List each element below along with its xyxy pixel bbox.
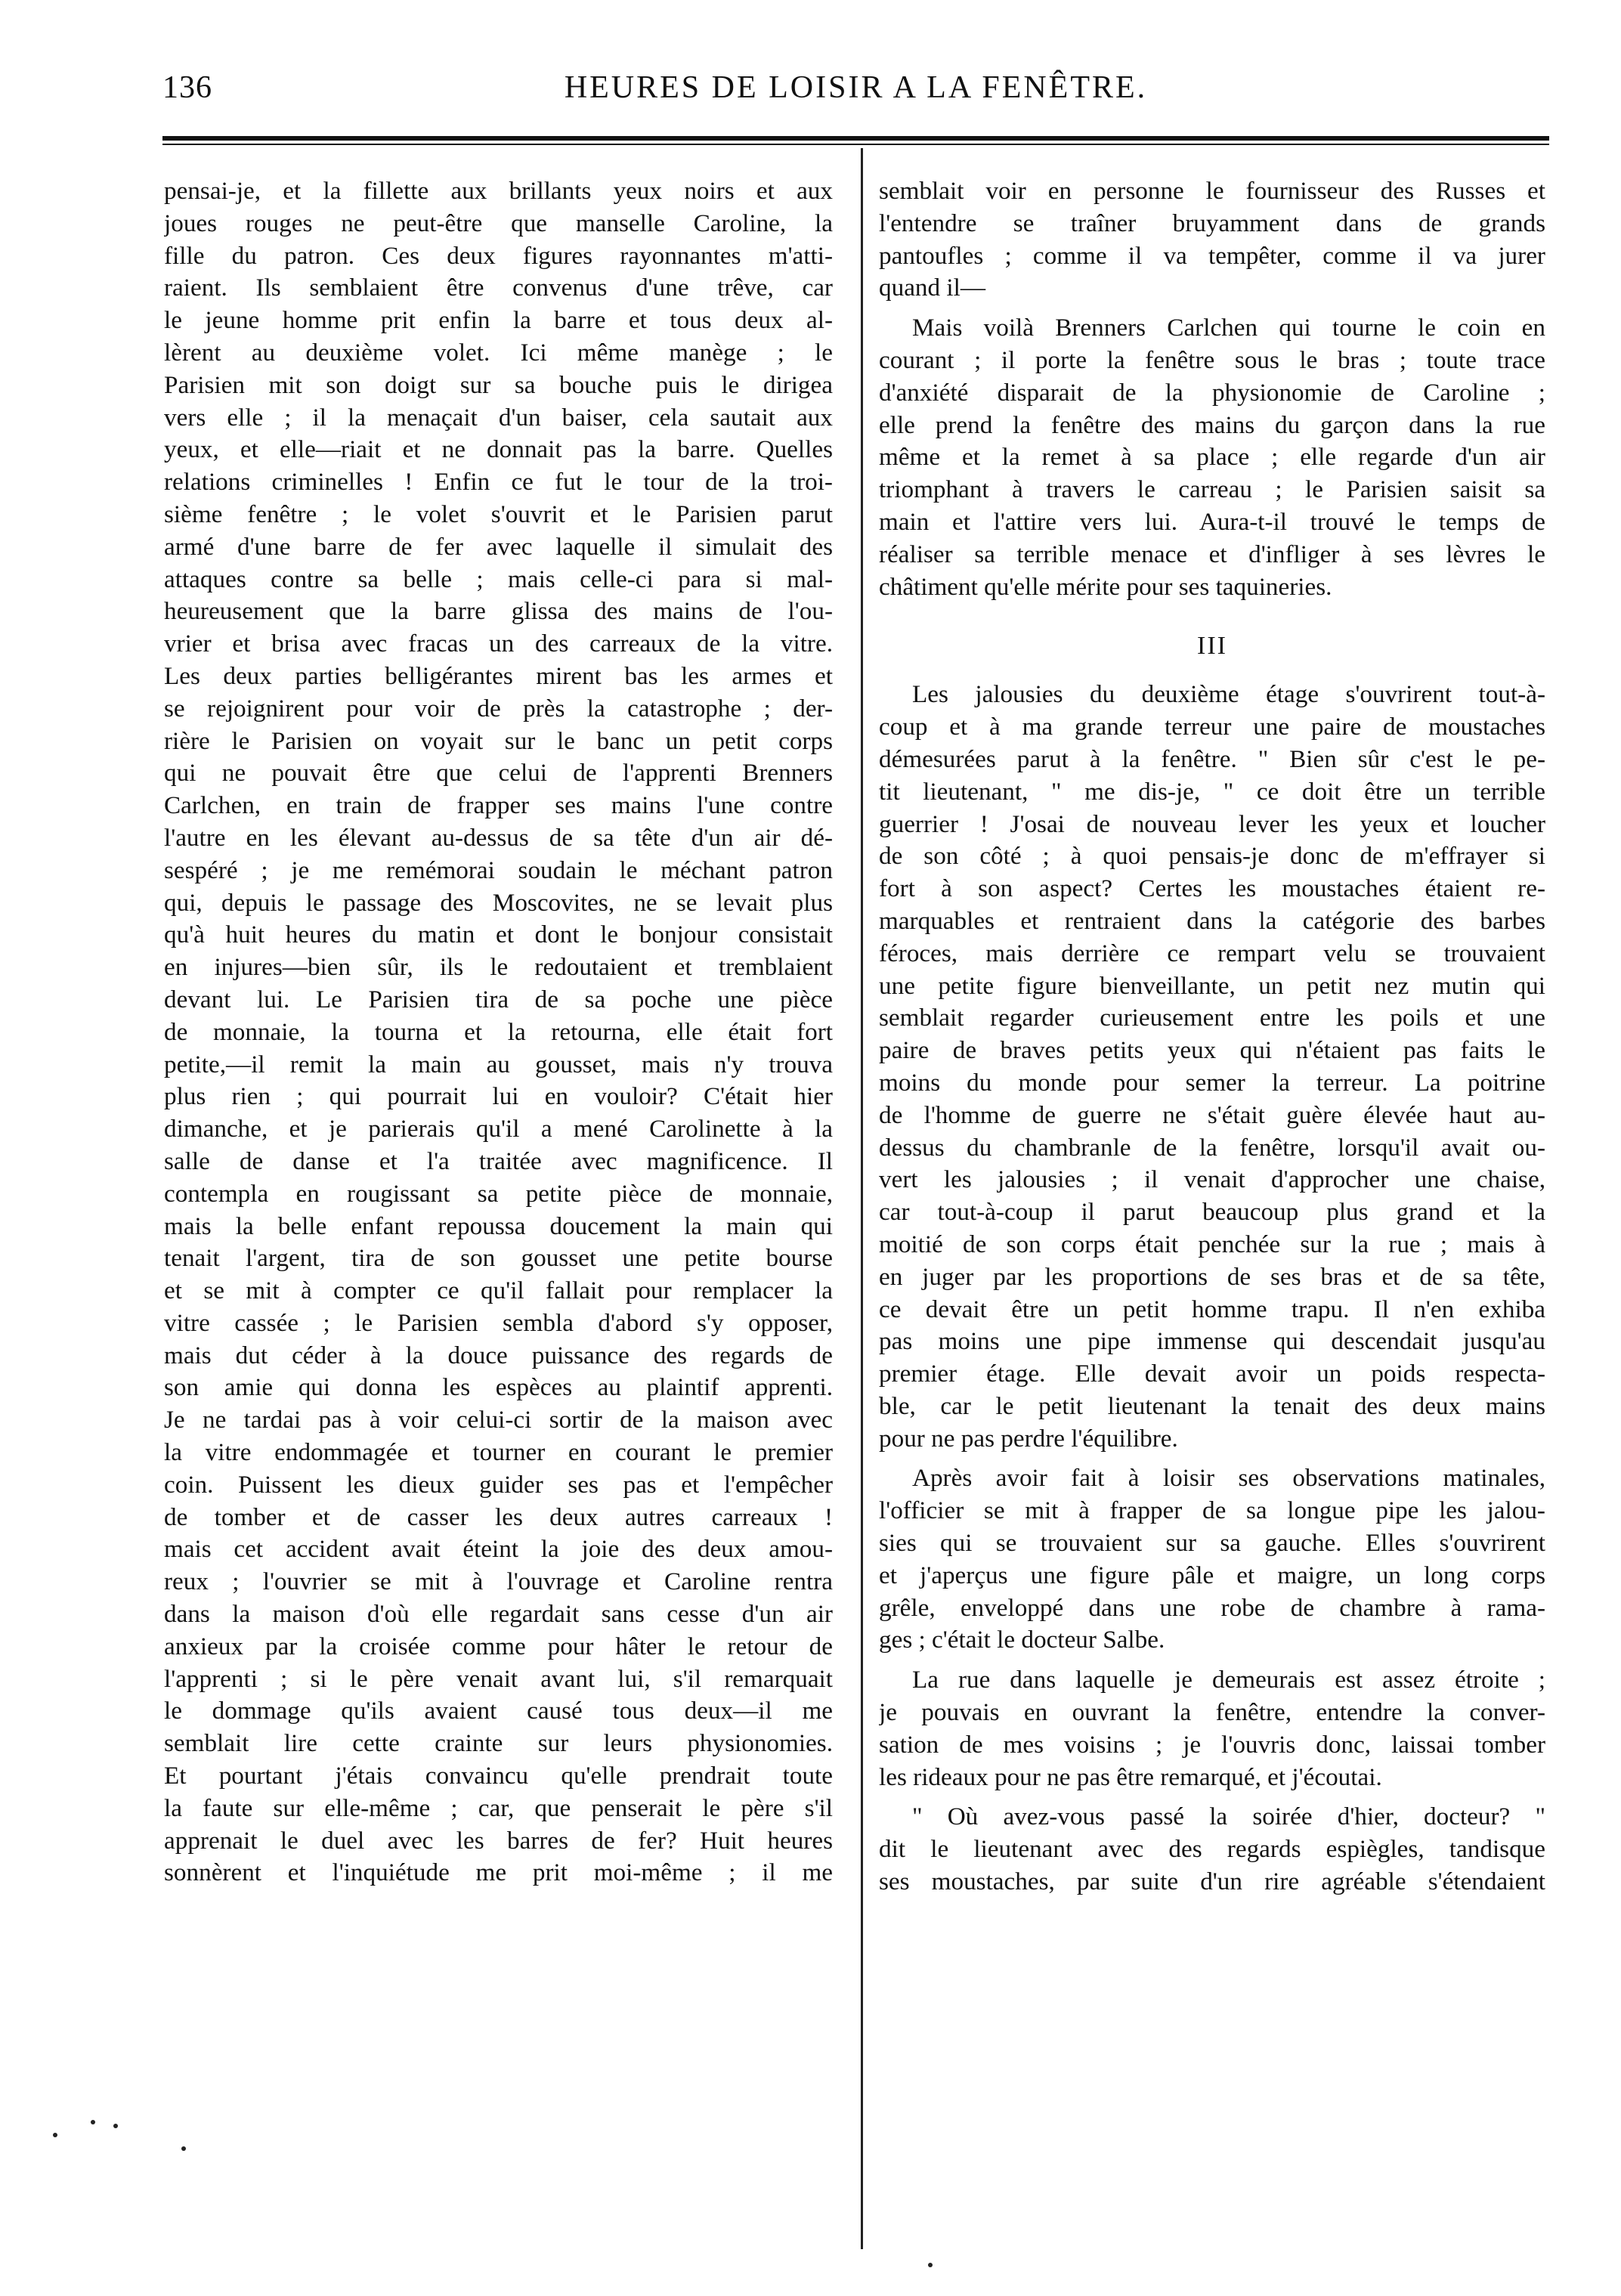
text-line: fille du patron. Ces deux figures rayonnantes m'atti- — [164, 241, 833, 270]
text-line: Les deux parties belligérantes mirent bas les armes et — [164, 661, 833, 690]
text-line: coup et à ma grande terreur une paire de moustaches — [879, 713, 1545, 741]
text-line: grêle, enveloppé dans une robe de chambre à rama- — [879, 1593, 1545, 1622]
text-line: semblait regarder curieusement entre les poils et une — [879, 1004, 1545, 1032]
text-line: devant lui. Le Parisien tira de sa poche une pièce — [164, 985, 833, 1013]
right-column — [879, 175, 1545, 1898]
text-line: quand il— — [879, 274, 986, 302]
text-line: de son côté ; à quoi pensais-je donc de m'effrayer si — [879, 842, 1545, 871]
text-line: Après avoir fait à loisir ses observations matinales, — [912, 1464, 1545, 1493]
text-line: Et pourtant j'étais convaincu qu'elle prendrait toute — [164, 1762, 833, 1790]
text-line: pour ne pas perdre l'équilibre. — [879, 1424, 1178, 1453]
text-line: même et la remet à sa place ; elle regarde d'un air — [879, 443, 1545, 472]
text-line: vert les jalousies ; il venait d'approcher une chaise, — [879, 1165, 1545, 1194]
text-line: et j'aperçus une figure pâle et maigre, un long corps — [879, 1561, 1545, 1589]
text-line: le jeune homme prit enfin la barre et tous deux al- — [164, 306, 833, 335]
text-line: vers elle ; il la menaçait d'un baiser, cela sautait aux — [164, 403, 833, 432]
text-line: moins du monde pour semer la terreur. La poitrine — [879, 1068, 1545, 1097]
text-line: marquables et rentraient dans la catégorie des barbes — [879, 906, 1545, 935]
text-line: une petite figure bienveillante, un petit nez mutin qui — [879, 971, 1545, 1000]
text-line: se rejoignirent pour voir de près la catastrophe ; der- — [164, 694, 833, 723]
ink-speck — [928, 2263, 933, 2267]
text-line: qu'à huit heures du matin et dont le bonjour consistait — [164, 921, 833, 949]
text-line: armé d'une barre de fer avec laquelle il simulait des — [164, 532, 833, 561]
text-line: sième fenêtre ; le volet s'ouvrit et le Parisien parut — [164, 500, 833, 528]
text-line: tit lieutenant, " me dis-je, " ce doit être un terrible — [879, 777, 1545, 806]
text-line: mais cet accident avait éteint la joie des deux amou- — [164, 1535, 833, 1564]
text-line: l'entendre se traîner bruyamment dans de grands — [879, 209, 1545, 237]
text-line: dit le lieutenant avec des regards espiègles, tandisque — [879, 1835, 1545, 1864]
paragraph — [879, 1462, 1545, 1657]
section-heading: III — [1197, 632, 1227, 661]
page-number: 136 — [162, 70, 212, 105]
text-line: car tout-à-coup il parut beaucoup plus grand et la — [879, 1198, 1545, 1227]
text-line: qui, depuis le passage des Moscovites, ne se levait plus — [164, 888, 833, 917]
left-column — [164, 175, 833, 1889]
text-line: ges ; c'était le docteur Salbe. — [879, 1626, 1165, 1654]
text-line: de tomber et de casser les deux autres carreaux ! — [164, 1502, 833, 1531]
text-line: lèrent au deuxième volet. Ici même manège ; le — [164, 338, 833, 367]
text-line: pensai-je, et la fillette aux brillants yeux noirs et aux — [164, 177, 833, 205]
ink-speck — [53, 2133, 57, 2137]
text-line: triomphant à travers le carreau ; le Parisien saisit sa — [879, 475, 1545, 504]
text-line: mais dut céder à la douce puissance des regards de — [164, 1341, 833, 1369]
text-line: courant ; il porte la fenêtre sous le bras ; toute trace — [879, 345, 1545, 374]
paragraph — [879, 1801, 1545, 1898]
text-line: apprenait le duel avec les barres de fer? Huit heures — [164, 1826, 833, 1855]
text-line: fort à son aspect? Certes les moustaches étaient re- — [879, 874, 1545, 903]
text-line: ble, car le petit lieutenant la tenait des deux mains — [879, 1391, 1545, 1420]
text-line: châtiment qu'elle mérite pour ses taquineries. — [879, 572, 1332, 601]
text-line: heureusement que la barre glissa des mains de l'ou- — [164, 597, 833, 626]
text-line: sies qui se trouvaient sur sa gauche. Elles s'ouvrirent — [879, 1529, 1545, 1558]
text-line: les rideaux pour ne pas être remarqué, et j'écoutai. — [879, 1762, 1382, 1791]
text-line: moitié de son corps était penchée sur la rue ; mais à — [879, 1230, 1545, 1258]
text-line: mais la belle enfant repoussa doucement la main qui — [164, 1211, 833, 1240]
text-line: ses moustaches, par suite d'un rire agréable s'étendaient — [879, 1867, 1545, 1896]
text-line: ce devait être un petit homme trapu. Il n'en exhiba — [879, 1295, 1545, 1323]
text-line: guerrier ! J'osai de nouveau lever les yeux et loucher — [879, 809, 1545, 838]
text-line: paire de braves petits yeux qui n'étaient pas faits le — [879, 1036, 1545, 1065]
paragraph — [879, 175, 1545, 305]
header-rule-thin — [162, 144, 1549, 145]
text-line: dessus du chambranle de la fenêtre, lorsqu'il avait ou- — [879, 1133, 1545, 1162]
text-line: sespéré ; je me remémorai soudain le méchant patron — [164, 856, 833, 884]
running-title: HEURES DE LOISIR A LA FENÊTRE. — [564, 70, 1148, 105]
text-line: " Où avez-vous passé la soirée d'hier, docteur? " — [912, 1802, 1545, 1831]
text-line: sation de mes voisins ; je l'ouvris donc, laissai tomber — [879, 1730, 1545, 1759]
text-line: d'anxiété disparait de la physionomie de Caroline ; — [879, 378, 1545, 407]
text-line: La rue dans laquelle je demeurais est assez étroite ; — [912, 1666, 1545, 1694]
ink-speck — [91, 2120, 95, 2124]
text-line: elle prend la fenêtre des mains du garçon dans la rue — [879, 410, 1545, 439]
text-line: tenait l'argent, tira de son gousset une petite bourse — [164, 1244, 833, 1273]
text-line: attaques contre sa belle ; mais celle-ci para si mal- — [164, 565, 833, 593]
header-rule-thick — [162, 136, 1549, 141]
paragraph — [879, 679, 1545, 1455]
text-line: Je ne tardai pas à voir celui-ci sortir de la maison avec — [164, 1406, 833, 1434]
text-line: semblait lire cette crainte sur leurs physionomies. — [164, 1729, 833, 1758]
text-line: en injures—bien sûr, ils le redoutaient et tremblaient — [164, 953, 833, 982]
text-line: yeux, et elle—riait et ne donnait pas la barre. Quelles — [164, 435, 833, 464]
text-line: qui ne pouvait être que celui de l'apprenti Brenners — [164, 759, 833, 788]
text-line: anxieux par la croisée comme pour hâter le retour de — [164, 1632, 833, 1660]
text-line: raient. Ils semblaient être convenus d'une trêve, car — [164, 274, 833, 302]
text-line: joues rouges ne peut-être que manselle Caroline, la — [164, 209, 833, 237]
paragraph — [879, 312, 1545, 603]
text-line: reux ; l'ouvrier se mit à l'ouvrage et Caroline rentra — [164, 1567, 833, 1596]
text-line: pas moins une pipe immense qui descendait jusqu'au — [879, 1327, 1545, 1356]
text-line: salle de danse et l'a traitée avec magnificence. Il — [164, 1146, 833, 1175]
text-line: coin. Puissent les dieux guider ses pas et l'empêcher — [164, 1470, 833, 1499]
text-line: le dommage qu'ils avaient causé tous deux—il me — [164, 1697, 833, 1725]
text-line: contempla en rougissant sa petite pièce de monnaie, — [164, 1179, 833, 1208]
text-line: vitre cassée ; le Parisien sembla d'abord s'y opposer, — [164, 1308, 833, 1337]
text-line: en juger par les proportions de ses bras et de sa tête, — [879, 1262, 1545, 1291]
text-line: de l'homme de guerre ne s'était guère élevée haut au- — [879, 1100, 1545, 1129]
column-divider — [861, 148, 863, 2249]
text-line: féroces, mais derrière ce rempart velu se trouvaient — [879, 939, 1545, 967]
text-line: Carlchen, en train de frapper ses mains l'une contre — [164, 791, 833, 820]
text-line: plus rien ; qui pourrait lui en vouloir? C'était hier — [164, 1082, 833, 1111]
text-line: Mais voilà Brenners Carlchen qui tourne le coin en — [912, 314, 1545, 342]
text-line: et se mit à compter ce qu'il fallait pour remplacer la — [164, 1276, 833, 1305]
text-line: rière le Parisien on voyait sur le banc un petit corps — [164, 726, 833, 755]
text-line: semblait voir en personne le fournisseur des Russes et — [879, 177, 1545, 205]
text-line: la vitre endommagée et tourner en courant le premier — [164, 1438, 833, 1467]
text-line: pantoufles ; comme il va tempêter, comme il va jurer — [879, 241, 1545, 270]
text-line: sonnèrent et l'inquiétude me prit moi-même ; il me — [164, 1858, 833, 1887]
paragraph — [879, 1664, 1545, 1793]
text-line: de monnaie, la tourna et la retourna, elle était fort — [164, 1017, 833, 1046]
page-header — [162, 70, 1549, 115]
text-line: l'apprenti ; si le père venait avant lui, s'il remarquait — [164, 1664, 833, 1693]
text-line: démesurées parut à la fenêtre. " Bien sûr c'est le pe- — [879, 744, 1545, 773]
text-line: petite,—il remit la main au gousset, mais n'y trouva — [164, 1050, 833, 1078]
text-line: son amie qui donna les espèces au plaintif apprenti. — [164, 1373, 833, 1402]
text-line: l'officier se mit à frapper de sa longue pipe les jalou- — [879, 1496, 1545, 1525]
text-line: dans la maison d'où elle regardait sans cesse d'un air — [164, 1600, 833, 1629]
ink-speck — [181, 2146, 186, 2151]
text-line: main et l'attire vers lui. Aura-t-il trouvé le temps de — [879, 507, 1545, 536]
text-line: premier étage. Elle devait avoir un poids respecta- — [879, 1360, 1545, 1388]
text-line: relations criminelles ! Enfin ce fut le tour de la troi- — [164, 468, 833, 497]
text-line: vrier et brisa avec fracas un des carreaux de la vitre. — [164, 630, 833, 658]
text-line: la faute sur elle-même ; car, que penserait le père s'il — [164, 1793, 833, 1822]
text-line: réaliser sa terrible menace et d'infliger à ses lèvres le — [879, 540, 1545, 568]
text-line: l'autre en les élevant au-dessus de sa tête d'un air dé- — [164, 823, 833, 852]
text-line: dimanche, et je parierais qu'il a mené Carolinette à la — [164, 1115, 833, 1143]
text-line: Les jalousies du deuxième étage s'ouvrirent tout-à- — [912, 680, 1545, 709]
text-line: je pouvais en ouvrant la fenêtre, entendre la conver- — [879, 1698, 1545, 1727]
ink-speck — [113, 2124, 118, 2128]
text-line: Parisien mit son doigt sur sa bouche puis le dirigea — [164, 370, 833, 399]
